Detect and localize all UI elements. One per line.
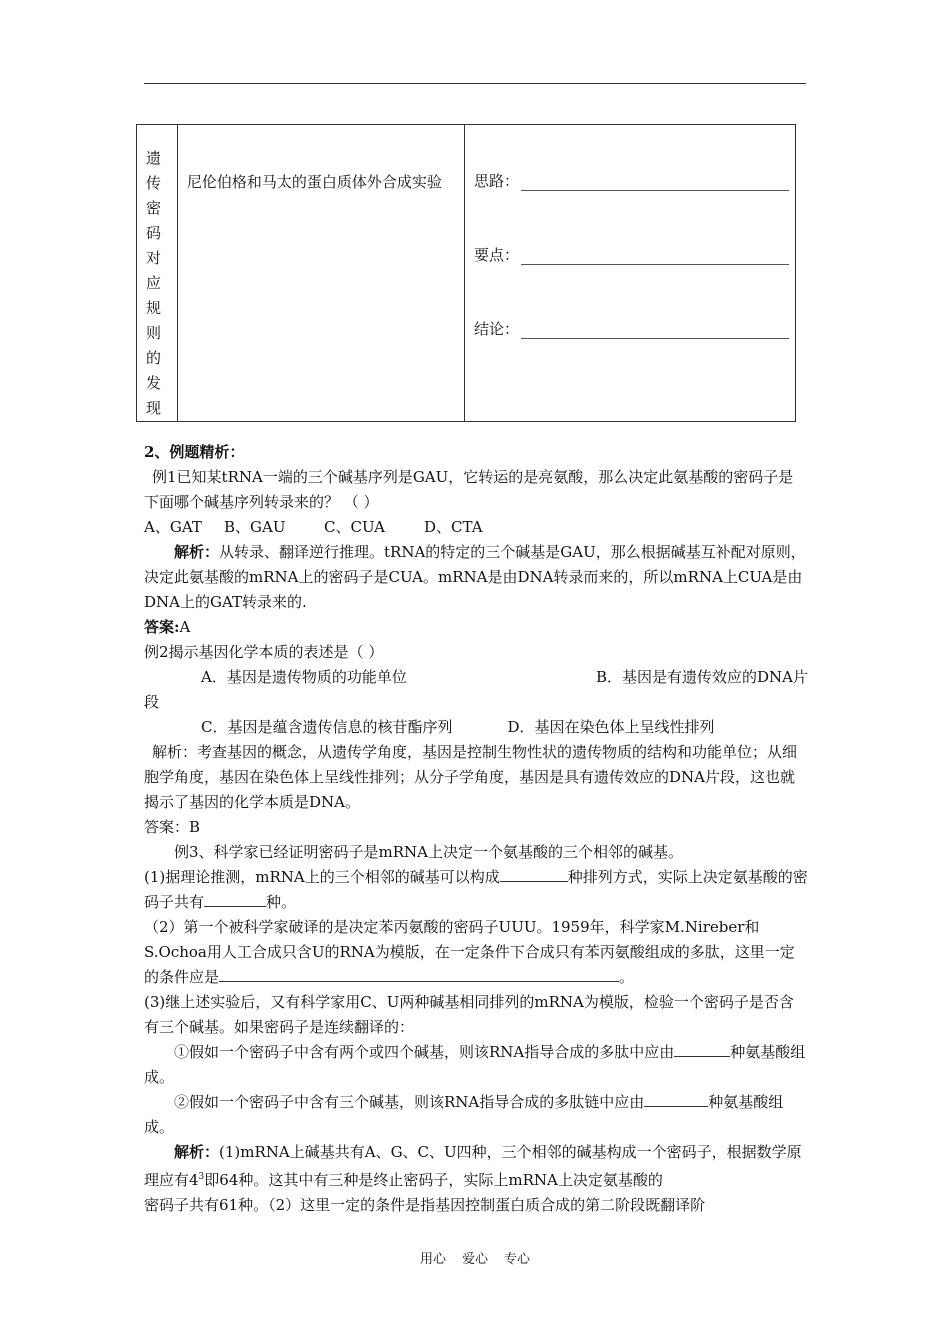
field-thinking[interactable] — [474, 169, 795, 191]
q3-2-end: 种氨基酸组成。 — [144, 1093, 784, 1136]
ex2-question: 例2揭示基因化学本质的表述是（ ） — [144, 643, 384, 661]
analysis-text: (1)mRNA上碱基共有A、G、C、U四种，三个相邻的碱基构成一个密码子，根据数学原理应有4 — [144, 1143, 802, 1189]
q3-1-end: 种氨基酸组成。 — [144, 1043, 806, 1086]
main-content — [144, 440, 808, 1218]
ex3-analysis — [144, 1140, 808, 1193]
ex3-q3: (3)继上述实验后，又有科学家用C、U两种碱基相同排列的mRNA为模版，检验一个密码子是否含有三个碱基。如果密码子是连续翻译的： — [144, 993, 794, 1036]
option-b: B．基因是有遗传效应的DNA片 — [595, 668, 808, 686]
ex3-intro: 例3、科学家已经证明密码子是mRNA上决定一个氨基酸的三个相邻的碱基。 — [174, 843, 684, 861]
ex2-options-ab — [144, 665, 808, 690]
blank-input[interactable] — [644, 1092, 708, 1107]
exponent: 3 — [198, 1172, 205, 1182]
option-c: C．基因是蕴含遗传信息的核苷酯序列 — [201, 718, 453, 736]
option-d: D．基因在染色体上呈线性排列 — [507, 718, 715, 736]
answer-line[interactable] — [521, 248, 789, 265]
blank-input[interactable] — [219, 967, 619, 982]
answer-value: A — [179, 618, 191, 636]
fields-cell — [465, 125, 796, 422]
row-label-cell — [137, 125, 178, 422]
blank-input[interactable] — [204, 892, 266, 907]
ex1-options — [144, 515, 808, 540]
experiment-cell — [177, 125, 464, 422]
option-a: A、GAT — [144, 518, 202, 536]
option-b-continued: 段 — [144, 693, 160, 711]
analysis-label: 解析： — [174, 1143, 220, 1161]
analysis-text-2: 即64种。这其中有三种是终止密码子，实际上mRNA上决定氨基酸的 — [204, 1171, 663, 1189]
field-conclusion[interactable] — [474, 317, 795, 339]
q3-2-text: ②假如一个密码子中含有三个碱基，则该RNA指导合成的多肽链中应由 — [174, 1093, 645, 1111]
answer-label: 答案: — [144, 618, 180, 636]
experiment-table — [136, 124, 796, 422]
footer-word: 用心 — [419, 1252, 446, 1267]
q2-end: 。 — [619, 968, 635, 986]
field-label: 要点： — [474, 246, 520, 264]
option-c: C、CUA — [324, 518, 385, 536]
footer-word: 爱心 — [461, 1252, 488, 1267]
ex1-question: 例1已知某tRNA一端的三个碱基序列是GAU，它转运的是亮氨酸，那么决定此氨基酸的密码子是下面哪个碱基序列转录来的？ （ ） — [144, 468, 794, 511]
blank-input[interactable] — [674, 1042, 730, 1057]
header-rule — [144, 83, 806, 84]
blank-input[interactable] — [500, 867, 568, 882]
ex1-answer — [144, 615, 808, 640]
q1-text: (1)据理论推测，mRNA上的三个相邻的碱基可以构成 — [144, 868, 500, 886]
experiment-name: 尼伦伯格和马太的蛋白质体外合成实验 — [186, 173, 442, 191]
ex3-analysis-cont: 密码子共有61种。（2）这里一定的条件是指基因控制蛋白质合成的第二阶段既翻译阶 — [144, 1196, 706, 1214]
ex1-analysis — [144, 540, 808, 615]
ex3-q3-2 — [144, 1090, 808, 1140]
answer-line[interactable] — [521, 174, 789, 191]
option-d: D、CTA — [424, 518, 483, 536]
option-a: A．基因是遗传物质的功能单位 — [201, 668, 407, 686]
page-footer — [0, 1248, 950, 1267]
q1-text-2: 种排列方式，实际上决定氨基酸的密码子共有 — [144, 868, 808, 911]
ex2-analysis: 解析：考查基因的概念，从遗传学角度，基因是控制生物性状的遗传物质的结构和功能单位；从细胞学角度，基因在染色体上呈线性排列；从分子学角度，基因是具有遗传效应的DNA片段，这也就揭示了基因的化学本质是DNA。 — [144, 743, 798, 811]
field-label: 结论： — [474, 320, 520, 338]
ex3-q2 — [144, 915, 808, 990]
field-key-points[interactable] — [474, 243, 795, 265]
row-label: 遗传密码对应规则的发现 — [146, 149, 162, 417]
q1-text-3: 种。 — [266, 893, 297, 911]
ex3-q1 — [144, 865, 808, 915]
q3-1-text: ①假如一个密码子中含有两个或四个碱基，则该RNA指导合成的多肽中应由 — [174, 1043, 675, 1061]
footer-word: 专心 — [504, 1252, 531, 1267]
option-b: B、GAU — [224, 518, 286, 536]
q2-text: （2）第一个被科学家破译的是决定苯丙氨酸的密码子UUU。1959年，科学家M.Nireber和S.Ochoa用人工合成只含U的RNA为模版，在一定条件下合成只有苯丙氨酸组成的多肽，这里一定的条件应是 — [144, 918, 795, 986]
analysis-label: 解析： — [174, 543, 220, 561]
answer-line[interactable] — [521, 322, 789, 339]
section-title: 2、例题精析： — [144, 443, 245, 461]
field-label: 思路： — [474, 172, 520, 190]
analysis-text: 从转录、翻译逆行推理。tRNA的特定的三个碱基是GAU，那么根据碱基互补配对原则，决定此氨基酸的mRNA上的密码子是CUA。mRNA是由DNA转录而来的，所以mRNA上CUA是由DNA上的GAT转录来的. — [144, 543, 806, 611]
ex2-options-cd — [144, 715, 808, 740]
ex2-answer: 答案：B — [144, 818, 201, 836]
ex3-q3-1 — [144, 1040, 808, 1090]
